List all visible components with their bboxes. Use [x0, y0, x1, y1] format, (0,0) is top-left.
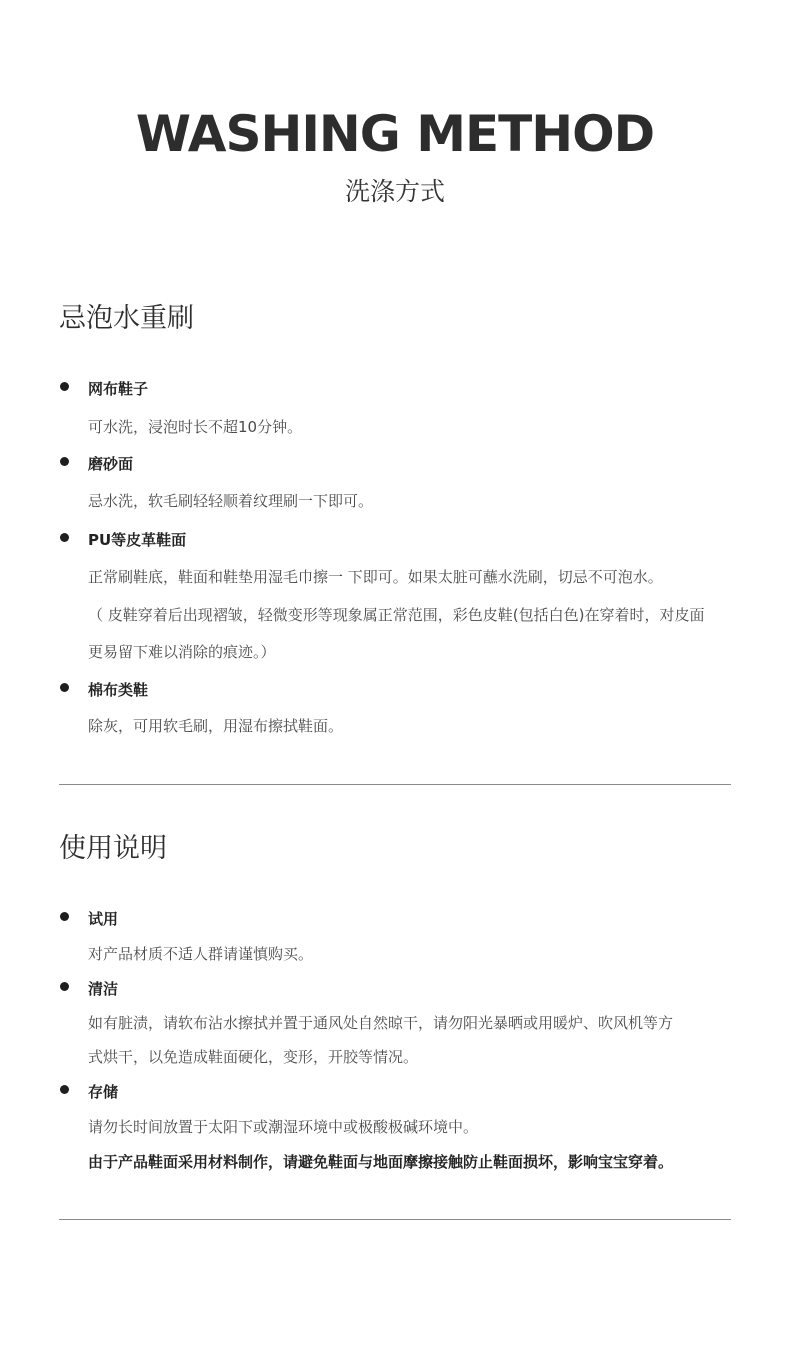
item-title: 存储 [88, 1083, 119, 1101]
item-text: 式烘干，以免造成鞋面硬化，变形，开胶等情况。 [88, 1048, 419, 1066]
section-heading: 忌泡水重刷 [59, 303, 194, 334]
item-title: PU等皮革鞋面 [88, 531, 187, 549]
bullet-icon [60, 1085, 69, 1094]
item-text: （ 皮鞋穿着后出现褶皱，轻微变形等现象属正常范围，彩色皮鞋(包括白色)在穿着时，对皮面 [88, 606, 705, 624]
item-title: 网布鞋子 [88, 380, 149, 398]
bullet-icon [60, 533, 69, 542]
item-title: 磨砂面 [88, 455, 134, 473]
bullet-icon [60, 912, 69, 921]
item-text: 更易留下难以消除的痕迹。） [88, 643, 276, 661]
bullet-icon [60, 683, 69, 692]
item-text: 如有脏渍，请软布沾水擦拭并置于通风处自然晾干，请勿阳光暴晒或用暖炉、吹风机等方 [88, 1014, 674, 1032]
bullet-icon [60, 382, 69, 391]
item-text-emphasis: 由于产品鞋面采用材料制作，请避免鞋面与地面摩擦接触防止鞋面损坏，影响宝宝穿着。 [88, 1153, 674, 1171]
section-divider [59, 1219, 731, 1220]
section-heading: 使用说明 [59, 833, 167, 864]
item-title: 试用 [88, 910, 119, 928]
item-title: 棉布类鞋 [88, 681, 149, 699]
title-chinese: 洗涤方式 [344, 177, 445, 206]
item-text: 可水洗，浸泡时长不超10分钟。 [88, 418, 303, 436]
item-text: 忌水洗，软毛刷轻轻顺着纹理刷一下即可。 [88, 492, 374, 510]
item-text: 对产品材质不适人群请谨慎购买。 [88, 945, 314, 963]
section-divider [59, 784, 731, 785]
bullet-icon [60, 457, 69, 466]
item-title: 清洁 [88, 980, 119, 998]
bullet-icon [60, 982, 69, 991]
item-text: 请勿长时间放置于太阳下或潮湿环境中或极酸极碱环境中。 [88, 1118, 479, 1136]
title-english: WASHING METHOD [135, 105, 655, 163]
item-text: 除灰，可用软毛刷，用湿布擦拭鞋面。 [88, 717, 344, 735]
item-text: 正常刷鞋底，鞋面和鞋垫用湿毛巾擦一 下即可。如果太脏可蘸水洗刷，切忌不可泡水。 [88, 568, 663, 586]
